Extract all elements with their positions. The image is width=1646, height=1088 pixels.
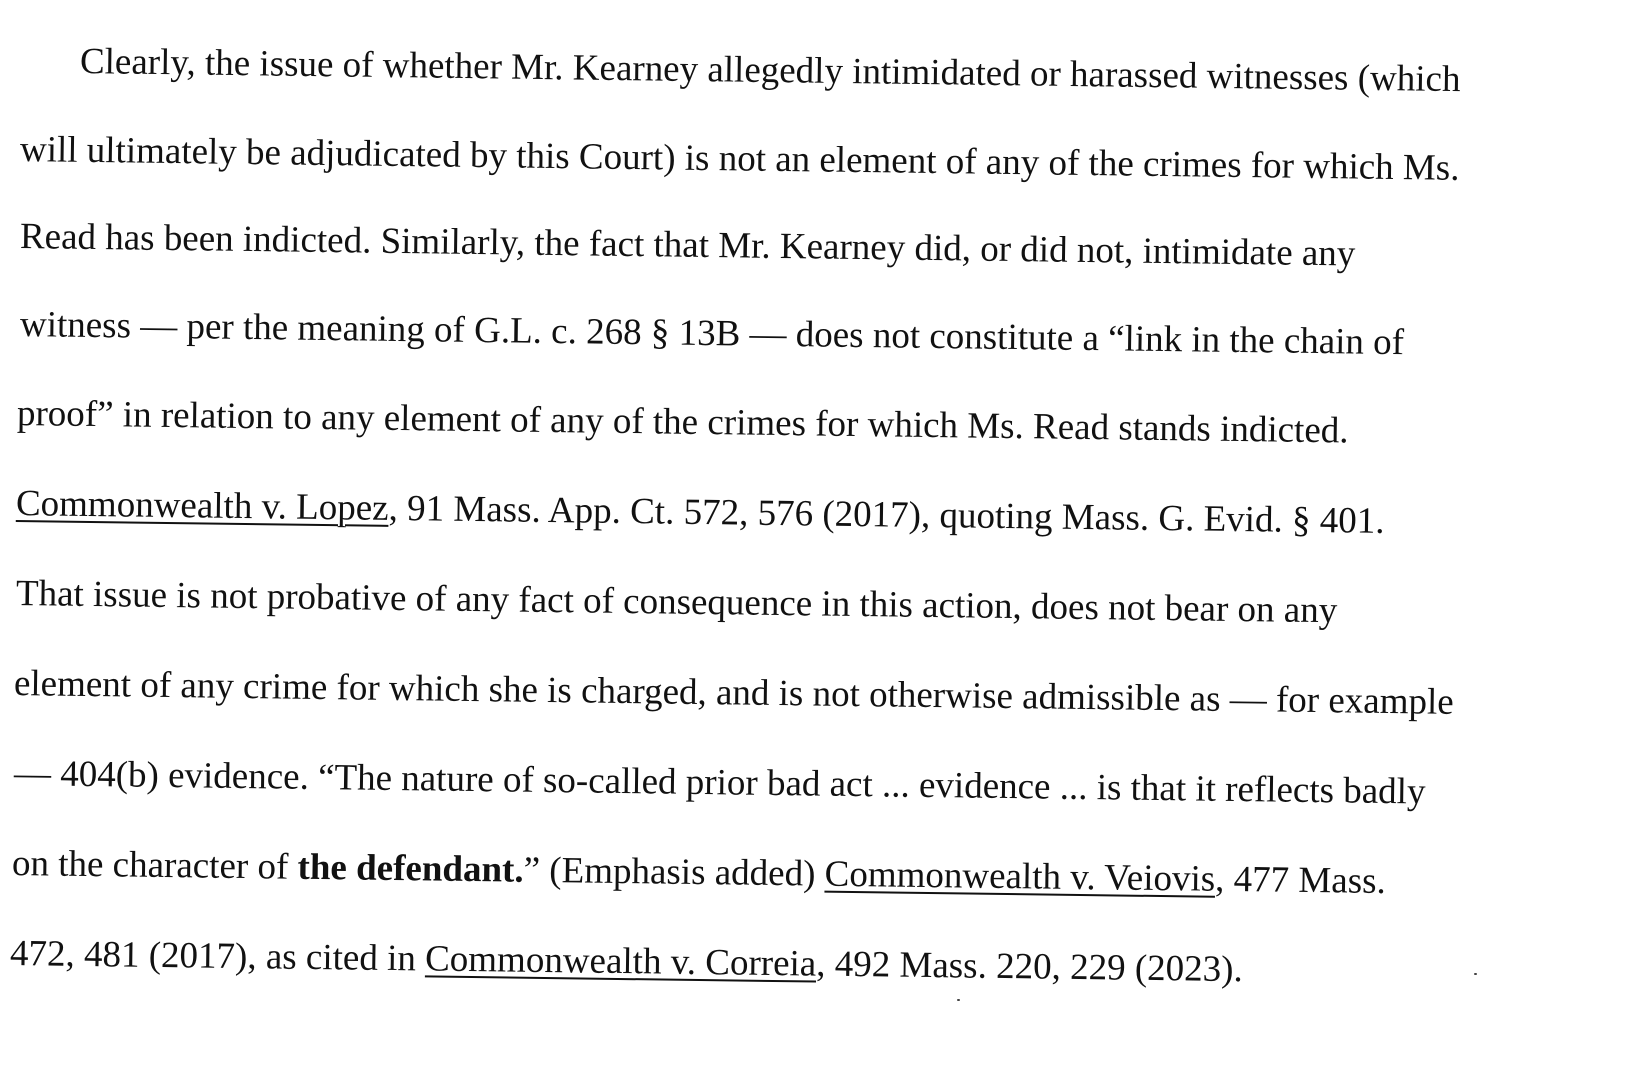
text-line-10 xyxy=(12,842,1386,904)
text-line-8: element of any crime for which she is charged, and is not otherwise admissible as — for example xyxy=(13,663,1454,723)
case-citation-veiovis: Commonwealth v. Veiovis xyxy=(824,853,1216,900)
scan-speck xyxy=(957,999,960,1001)
text-line-6 xyxy=(16,482,1385,544)
text-segment: on the character of xyxy=(11,843,298,888)
text-line-7: That issue is not probative of any fact of consequence in this action, does not bear on any xyxy=(15,573,1338,632)
text-segment: ” (Emphasis added) xyxy=(523,849,825,895)
text-line-4: witness — per the meaning of G.L. c. 268 § 13B — does not constitute a “link in the chain of xyxy=(19,304,1405,364)
text-line-2: will ultimately be adjudicated by this Court) is not an element of any of the crimes for which Ms. xyxy=(19,129,1460,189)
text-line-5: proof” in relation to any element of any of the crimes for which Ms. Read stands indicted. xyxy=(16,393,1349,452)
citation-rest: , 477 Mass. xyxy=(1214,858,1387,902)
case-citation-correia: Commonwealth v. Correia xyxy=(424,938,817,985)
text-line-1: Clearly, the issue of whether Mr. Kearney allegedly intimidated or harassed witnesses (which xyxy=(79,41,1461,101)
citation-rest: , 492 Mass. 220, 229 (2023). xyxy=(815,943,1243,991)
text-line-3: Read has been indicted. Similarly, the fact that Mr. Kearney did, or did not, intimidate any xyxy=(19,216,1356,275)
text-line-11 xyxy=(10,932,1243,992)
text-line-9: — 404(b) evidence. “The nature of so-called prior bad act ... evidence ... is that it reflects badly xyxy=(13,753,1426,813)
text-segment: 472, 481 (2017), as cited in xyxy=(9,933,426,980)
emphasized-text: the defendant. xyxy=(297,846,524,891)
citation-rest: , 91 Mass. App. Ct. 572, 576 (2017), quoting Mass. G. Evid. § 401. xyxy=(388,487,1385,542)
case-citation-lopez: Commonwealth v. Lopez xyxy=(15,483,389,529)
scan-speck xyxy=(1474,973,1477,975)
